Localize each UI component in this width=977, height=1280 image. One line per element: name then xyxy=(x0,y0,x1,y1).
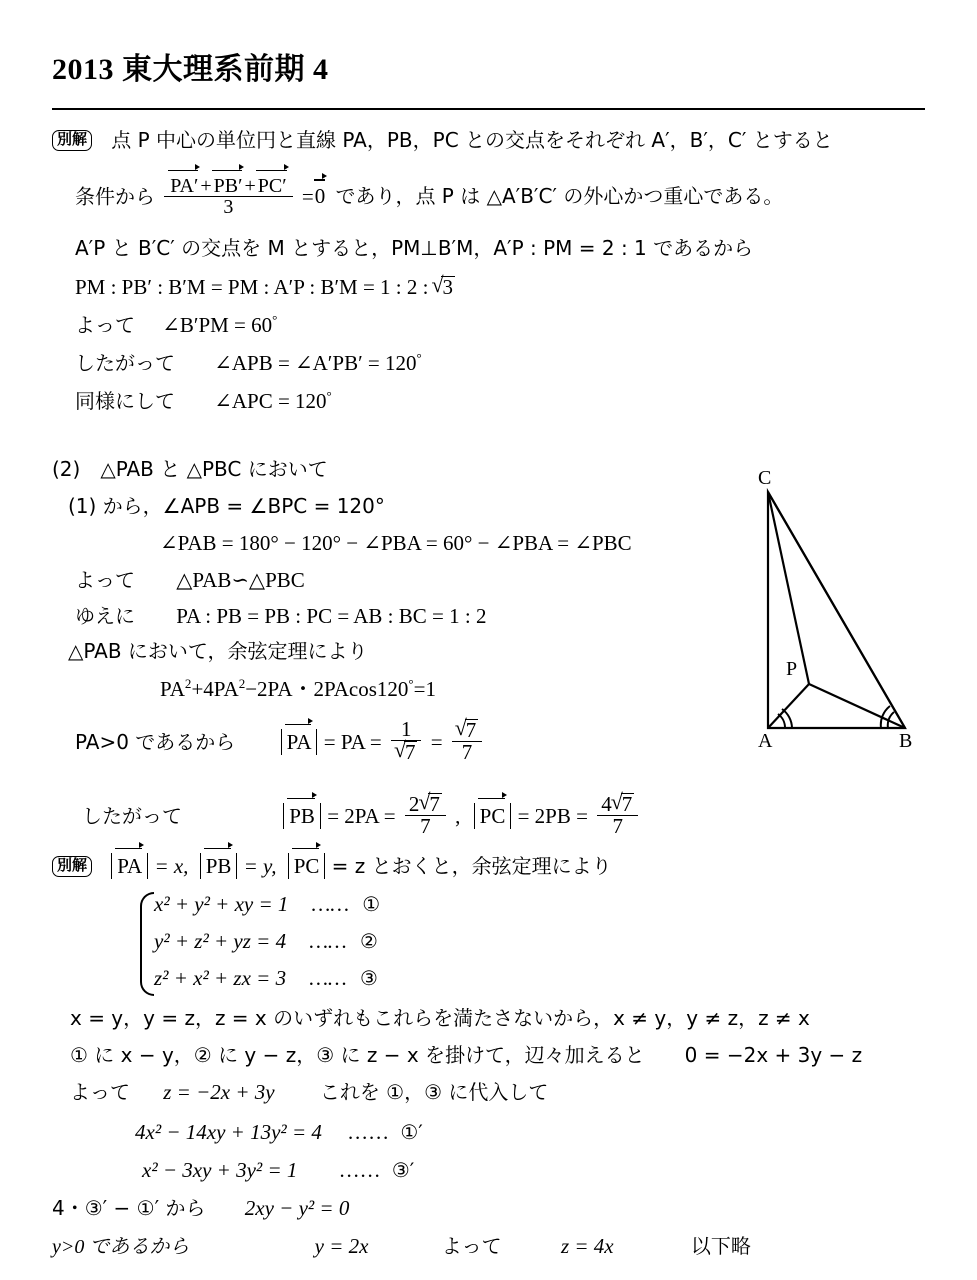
system-eq1-tag: ① xyxy=(362,892,381,916)
system-equation-3 xyxy=(154,968,378,989)
sqrt-7-a: √ 7 xyxy=(395,741,418,763)
s2-line4 xyxy=(75,570,305,591)
s1-line6-lead: したがって xyxy=(75,351,175,375)
cos-eq-b: +4PA xyxy=(191,677,239,701)
system-eq2-dots: …… xyxy=(309,929,347,953)
vector-PA: PA xyxy=(286,729,312,754)
system-eq3-lhs: z² + x² + zx = 3 xyxy=(154,966,287,990)
frac-num-1: 1 xyxy=(400,716,412,741)
system-eq1-dots: …… xyxy=(311,892,349,916)
frac-num-sqrt7 xyxy=(452,719,483,741)
system-eq2-lhs: y² + z² + yz = 4 xyxy=(154,929,287,953)
s1-line3: A′P と B′C′ の交点を M とすると，PM⊥B′M，A′P : PM = 2 : 1 であるから xyxy=(75,236,754,260)
s1-line7-lead: 同様にして xyxy=(75,389,175,413)
abs-vector-PA-2 xyxy=(111,853,148,879)
diagram-label-C: C xyxy=(758,467,772,489)
s3-line3 xyxy=(70,1082,548,1103)
bekkai-badge-2: 別解 xyxy=(52,856,92,877)
s2-line9-lead: したがって xyxy=(82,803,182,828)
page-title: 2013 東大理系前期 4 xyxy=(52,53,329,86)
system-eq3-tag: ③ xyxy=(359,966,378,990)
system-equation-1 xyxy=(154,894,380,915)
vector-PB: PB xyxy=(289,803,315,828)
degree-sign-3: ° xyxy=(326,388,332,403)
sqrt-7-b: √ 7 xyxy=(456,719,479,741)
degree-sign-2: ° xyxy=(416,350,422,365)
frac-den-7c: 7 xyxy=(597,815,638,837)
sqrt-7-c: √ 7 xyxy=(419,793,442,815)
s2-line8-lead: PA>0 であるから xyxy=(75,729,236,754)
frac-den-sqrt7 xyxy=(391,740,422,763)
s3-line6 xyxy=(52,1198,349,1219)
s3-line4-body: 4x² − 14xy + 13y² = 4 xyxy=(135,1120,322,1144)
fraction-4sqrt7-over-7 xyxy=(597,793,638,837)
frac-num-2sqrt7: 2 √ 7 xyxy=(405,793,446,815)
vector-PC: PC xyxy=(479,803,506,828)
sup-2b: 2 xyxy=(238,676,246,691)
s1-line5-lead: よって xyxy=(75,313,135,337)
triangle-diagram-svg xyxy=(744,462,954,762)
triangle-diagram xyxy=(744,462,954,762)
vector-PC-2: PC xyxy=(293,854,320,878)
s3-line7-body: y = 2x xyxy=(314,1234,369,1258)
s3-line3-tail: これを ①，③ に代入して xyxy=(319,1080,549,1104)
s3-line6-lead: 4・③′ − ①′ から xyxy=(52,1196,206,1220)
s2-line5-lead: ゆえに xyxy=(75,604,135,628)
s3-eq3: = z とおくと，余弦定理により xyxy=(331,854,612,878)
angle-arc-A-inner xyxy=(778,714,785,728)
system-eq1-lhs: x² + y² + xy = 1 xyxy=(154,892,289,916)
s3-lead-line xyxy=(52,853,612,879)
s2-line8-eq2: = xyxy=(430,729,443,754)
vector-PB-prime: PB′ xyxy=(213,175,243,197)
s3-line5 xyxy=(142,1160,414,1181)
segment-PB xyxy=(809,684,905,728)
segment-PC xyxy=(768,492,809,684)
s2-line4-lead: よって xyxy=(75,568,135,592)
s3-line5-body: x² − 3xy + 3y² = 1 xyxy=(142,1158,298,1182)
s3-line3-lead: よって xyxy=(70,1080,130,1104)
s1-fraction-numerator: PA′ + PB′ + PC′ xyxy=(170,175,287,197)
s2-line8 xyxy=(75,716,486,766)
s3-line7-body2: z = 4x xyxy=(560,1234,614,1258)
angle-arc-B-inner xyxy=(888,712,894,728)
s1-line5-body: ∠B′PM = 60 xyxy=(162,313,273,337)
s2-line9-comma: , xyxy=(455,803,461,828)
s2-line6: △PAB において，余弦定理により xyxy=(68,639,368,663)
s2-cosine-equation xyxy=(160,676,436,701)
s3-line4-tag: ①′ xyxy=(400,1120,423,1144)
s1-line1-text: 点 P 中心の単位円と直線 PA，PB，PC との交点をそれぞれ A′，B′，C′ とすると xyxy=(111,128,833,152)
s2-line3: ∠PAB = 180° − 120° − ∠PBA = 60° − ∠PBA = ∠PBC xyxy=(160,531,632,555)
abs-vector-PC-2 xyxy=(288,853,326,879)
bekkai-badge-1: 別解 xyxy=(52,130,92,151)
s1-fraction xyxy=(164,176,292,217)
degree-sign-1: ° xyxy=(272,312,278,327)
fraction-2sqrt7-over-7 xyxy=(405,793,446,837)
s1-line7-body: ∠APC = 120 xyxy=(214,389,327,413)
fraction-sqrt7-over-7 xyxy=(452,719,483,763)
diagram-label-B: B xyxy=(899,730,913,752)
s1-fraction-denominator: 3 xyxy=(164,196,292,217)
s3-line3-body: z = −2x + 3y xyxy=(163,1080,275,1104)
s3-line7-mid: よって xyxy=(441,1234,502,1258)
abs-vector-PA xyxy=(281,729,318,755)
s1-line4-text: PM : PB′ : B′M = PM : A′P : B′M = 1 : 2 : xyxy=(75,275,429,299)
abs-vector-PB-2 xyxy=(200,853,238,879)
vector-PC-prime: PC′ xyxy=(257,175,287,197)
s3-line4 xyxy=(135,1122,423,1143)
s2-line9-eq1: = 2PA = xyxy=(327,803,396,828)
s1-equals: = xyxy=(301,184,314,209)
s3-line2: ① に x − y，② に y − z，③ に z − x を掛けて，辺々加えると 0 = −2x + 3y − z xyxy=(70,1043,863,1067)
s2-line5-body: PA : PB = PB : PC = AB : BC = 1 : 2 xyxy=(176,604,487,628)
segment-CB xyxy=(768,492,905,728)
s3-eq1: = x, xyxy=(154,854,189,878)
abs-vector-PC xyxy=(474,803,512,829)
s1-line2-lead: 条件から xyxy=(75,184,155,209)
system-eq3-dots: …… xyxy=(309,966,347,990)
s3-line1: x = y，y = z，z = x のいずれもこれらを満たさないから，x ≠ y，y ≠ z，z ≠ x xyxy=(70,1006,810,1030)
s1-line2 xyxy=(75,175,784,219)
vector-PB-2: PB xyxy=(205,854,232,878)
s3-line7-tail: 以下略 xyxy=(690,1234,751,1258)
s3-line5-dots: …… xyxy=(338,1158,381,1182)
degree-sign-4: ° xyxy=(408,676,414,691)
s2-line8-eq1: = PA = xyxy=(323,729,382,754)
sqrt-7-d: √ 7 xyxy=(612,793,635,815)
fraction-1-over-sqrt7 xyxy=(391,716,422,764)
s3-line6-body: 2xy − y² = 0 xyxy=(244,1196,350,1220)
s1-line1 xyxy=(52,130,833,151)
frac-den-7b: 7 xyxy=(405,815,446,837)
system-equation-2 xyxy=(154,931,378,952)
s1-line6-body: ∠APB = ∠A′PB′ = 120 xyxy=(214,351,417,375)
s3-line7-lead: y>0 であるから xyxy=(52,1236,190,1258)
diagram-label-P: P xyxy=(786,658,798,680)
s2-line1: (2) △PAB と △PBC において xyxy=(52,457,328,481)
s1-line6 xyxy=(75,350,422,375)
sqrt-3: √ 3 xyxy=(432,276,455,298)
header-divider xyxy=(52,108,925,110)
zero-vector: 0 xyxy=(314,184,326,209)
vector-PA-prime: PA′ xyxy=(170,175,199,197)
frac-den-7: 7 xyxy=(452,741,483,763)
s2-line4-body: △PAB∽△PBC xyxy=(176,568,305,592)
s2-line5 xyxy=(75,606,486,627)
abs-vector-PB xyxy=(283,803,321,829)
s2-line9 xyxy=(82,791,642,840)
s1-line5 xyxy=(75,312,278,337)
sup-2a: 2 xyxy=(184,676,192,691)
s3-line4-dots: …… xyxy=(347,1120,390,1144)
system-eq2-tag: ② xyxy=(359,929,378,953)
s1-line4 xyxy=(75,276,455,298)
vector-PA-2: PA xyxy=(117,854,143,878)
cos-eq-a: PA xyxy=(160,677,185,701)
s1-line2-tail: であり，点 P は △A′B′C′ の外心かつ重心である。 xyxy=(335,184,784,209)
s2-line9-eq2: = 2PB = xyxy=(517,803,588,828)
s2-line2: (1) から，∠APB = ∠BPC = 120° xyxy=(68,494,385,518)
system-brace xyxy=(140,892,154,996)
s3-line5-tag: ③′ xyxy=(391,1158,415,1182)
segment-PA xyxy=(768,684,809,728)
cos-eq-c: −2PA・2PAcos120 xyxy=(245,677,409,701)
s3-eq2: = y, xyxy=(243,854,277,878)
s1-line7 xyxy=(75,388,332,413)
cos-eq-d: =1 xyxy=(413,677,436,701)
diagram-label-A: A xyxy=(758,730,773,752)
s3-line7 xyxy=(52,1236,751,1257)
frac-num-4sqrt7: 4 √ 7 xyxy=(597,793,638,815)
